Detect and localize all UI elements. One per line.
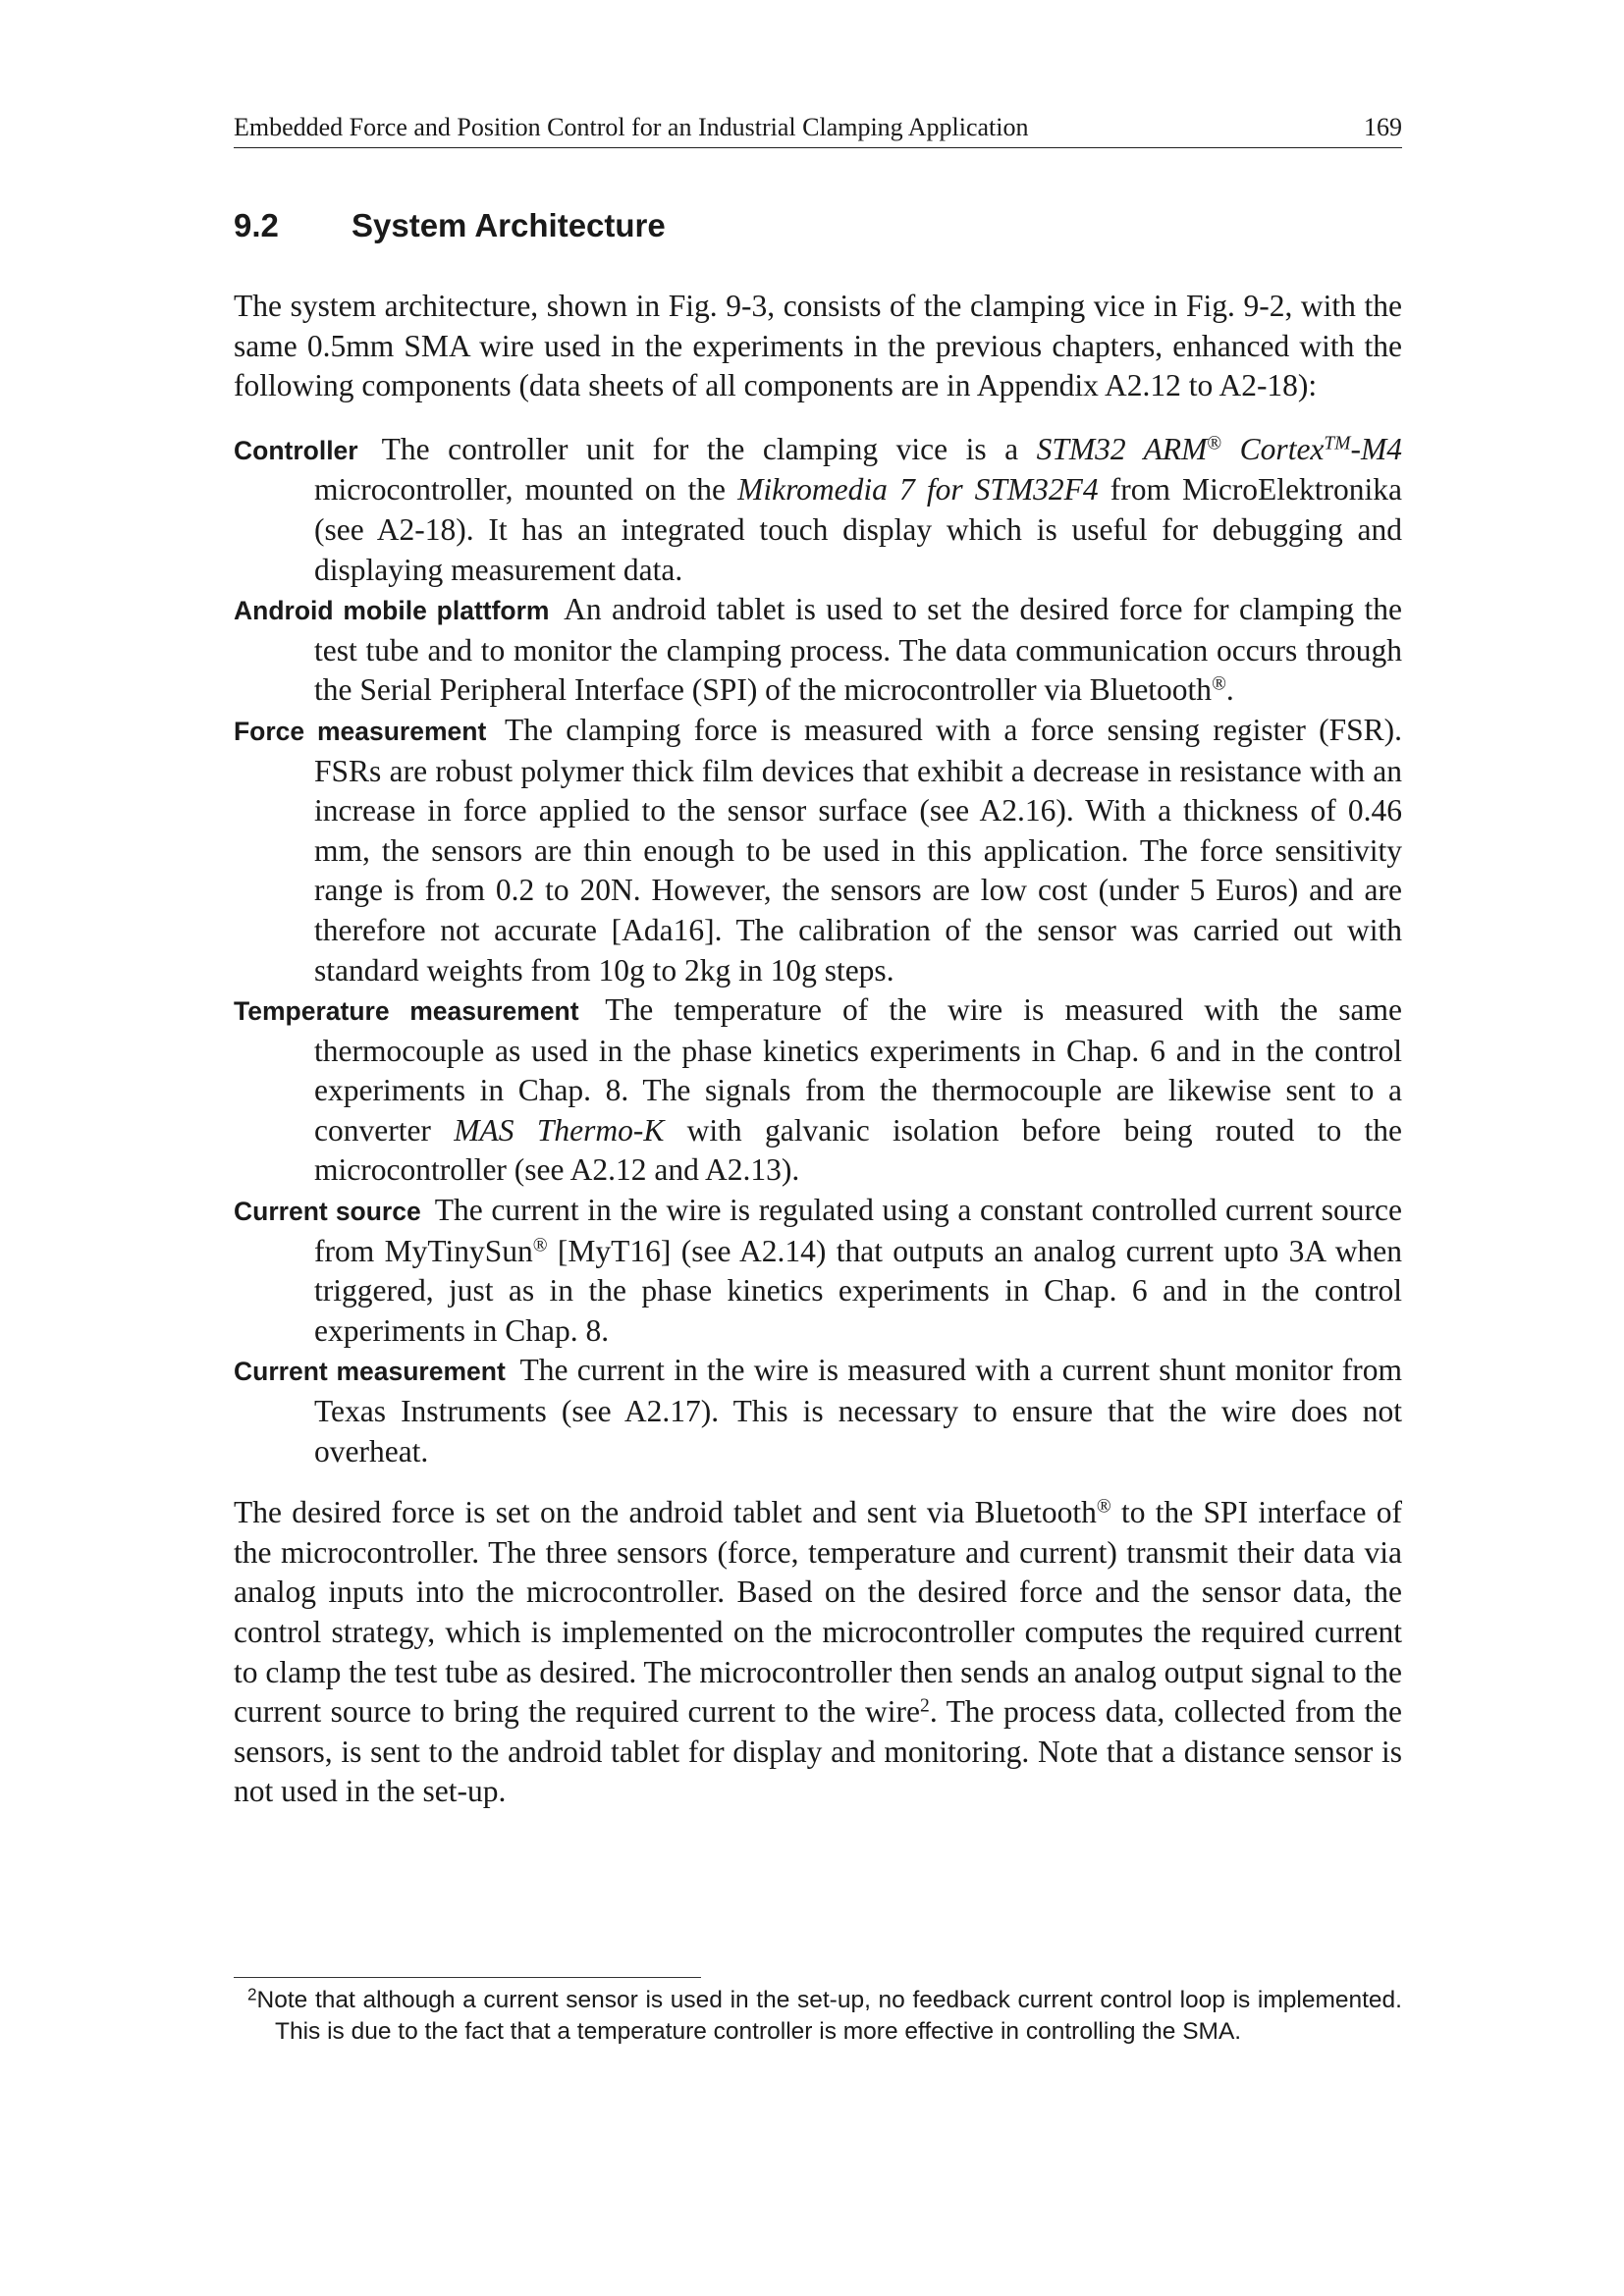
item-text: The clamping force is measured with a force sensing register (FSR). FSRs are robust polymer thick film devices that exhibit a decrease in resistance with an increase in force applied to the sensor surface (see A2.16). With a thickness of 0.46 mm, the sensors are thin enough to be used in this application. The force sensitivity range is from 0.2 to 20N. However, the sensors are low cost (under 5 Euros) and are therefore not accurate [Ada16]. The calibration of the sensor was carried out with standard weights from 10g to 2kg in 10g steps. bbox=[314, 712, 1402, 988]
body-text bbox=[234, 287, 1402, 1812]
component-list bbox=[234, 430, 1402, 1471]
item-text: An android tablet is used to set the desired force for clamping the test tube and to monitor the clamping process. The data communication occurs through the Serial Peripheral Interface (SPI) of the microcontroller via Bluetooth bbox=[314, 592, 1403, 708]
item-text: The controller unit for the clamping vice is a bbox=[381, 431, 1019, 466]
item-text: . bbox=[1225, 672, 1234, 708]
running-title: Embedded Force and Position Control for an Industrial Clamping Application bbox=[234, 113, 1029, 141]
term-android: Android mobile plattform bbox=[234, 596, 550, 626]
section-heading bbox=[234, 204, 666, 247]
item-italic: MAS Thermo-K bbox=[454, 1112, 665, 1148]
term-temperature: Temperature measurement bbox=[234, 996, 579, 1027]
term-current-measurement: Current measurement bbox=[234, 1357, 506, 1387]
term-controller: Controller bbox=[234, 435, 358, 465]
paragraph-text: to the SPI interface of the microcontroller. The three sensors (force, temperature and current) transmit their data via analog inputs into the microcontroller. Based on the desired force and the sensor data, the control strategy, which is implemented on the microcontroller computes the required current to clamp the test tube as desired. The microcontroller then sends an analog output signal to the current source to bring the required current to the wire bbox=[234, 1495, 1402, 1730]
footnote-marker: 2 bbox=[247, 1984, 257, 2004]
item-italic: -M4 bbox=[1350, 431, 1403, 466]
list-item-android bbox=[234, 590, 1402, 711]
section-title: System Architecture bbox=[352, 207, 666, 243]
registered-mark: ® bbox=[532, 1234, 548, 1255]
closing-paragraph bbox=[234, 1493, 1402, 1812]
trademark-mark: TM bbox=[1324, 433, 1351, 454]
list-item-force bbox=[234, 711, 1402, 990]
registered-mark: ® bbox=[1207, 433, 1222, 454]
list-item-temperature bbox=[234, 990, 1402, 1191]
item-text: The current in the wire is measured with a current shunt monitor from Texas Instruments (see A2.17). This is necessary to ensure that the wire does not overheat. bbox=[314, 1353, 1402, 1468]
list-item-current-source bbox=[234, 1191, 1402, 1351]
item-italic: Mikromedia 7 for STM32F4 bbox=[737, 472, 1099, 507]
paragraph-text: The desired force is set on the android tablet and sent via Bluetooth bbox=[234, 1495, 1097, 1530]
running-header bbox=[234, 110, 1402, 148]
section-number: 9.2 bbox=[234, 207, 279, 243]
list-item-controller bbox=[234, 430, 1402, 590]
list-item-current-measurement bbox=[234, 1351, 1402, 1471]
registered-mark: ® bbox=[1096, 1496, 1111, 1518]
footnote-reference[interactable]: 2 bbox=[920, 1695, 930, 1717]
intro-paragraph: The system architecture, shown in Fig. 9-3, consists of the clamping vice in Fig. 9-2, with the same 0.5mm SMA wire used in the experiments in the previous chapters, enhanced with the following components (data sheets of all components are in Appendix A2.12 to A2-18): bbox=[234, 289, 1402, 403]
item-text: with galvanic isolation before being routed to the microcontroller (see A2.12 and A2.13). bbox=[314, 1112, 1402, 1188]
item-text: [MyT16] (see A2.14) that outputs an analog current upto 3A when triggered, just as in the phase kinetics experiments in Chap. 6 and in the control experiments in Chap. 8. bbox=[314, 1233, 1402, 1348]
paragraph-text: . The process data, collected from the sensors, is sent to the android tablet for display and monitoring. Note that a distance sensor is not used in the set-up. bbox=[234, 1694, 1402, 1809]
item-text: from MicroElektronika (see A2-18). It has an integrated touch display which is useful for debugging and displaying measurement data. bbox=[314, 472, 1403, 587]
item-text: microcontroller, mounted on the bbox=[314, 472, 727, 507]
item-italic: STM32 ARM bbox=[1036, 431, 1208, 466]
term-current-source: Current source bbox=[234, 1197, 421, 1227]
term-force: Force measurement bbox=[234, 716, 487, 746]
item-text: The temperature of the wire is measured with the same thermocouple as used in the phase kinetics experiments in Chap. 6 and in the control experiments in Chap. 8. The signals from the thermocouple are likewise sent to a converter bbox=[314, 992, 1402, 1148]
footnote-divider bbox=[234, 1977, 701, 1978]
footnote bbox=[247, 1985, 1402, 2047]
item-italic: Cortex bbox=[1239, 431, 1325, 466]
page-number: 169 bbox=[1364, 113, 1402, 141]
footnote-text: Note that although a current sensor is used in the set-up, no feedback current control loop is implemented. This is due to the fact that a temperature controller is more effective in controlling the SMA. bbox=[256, 1987, 1402, 2045]
item-text: The current in the wire is regulated using a constant controlled current source from MyTinySun bbox=[314, 1193, 1402, 1268]
registered-mark: ® bbox=[1212, 673, 1226, 695]
